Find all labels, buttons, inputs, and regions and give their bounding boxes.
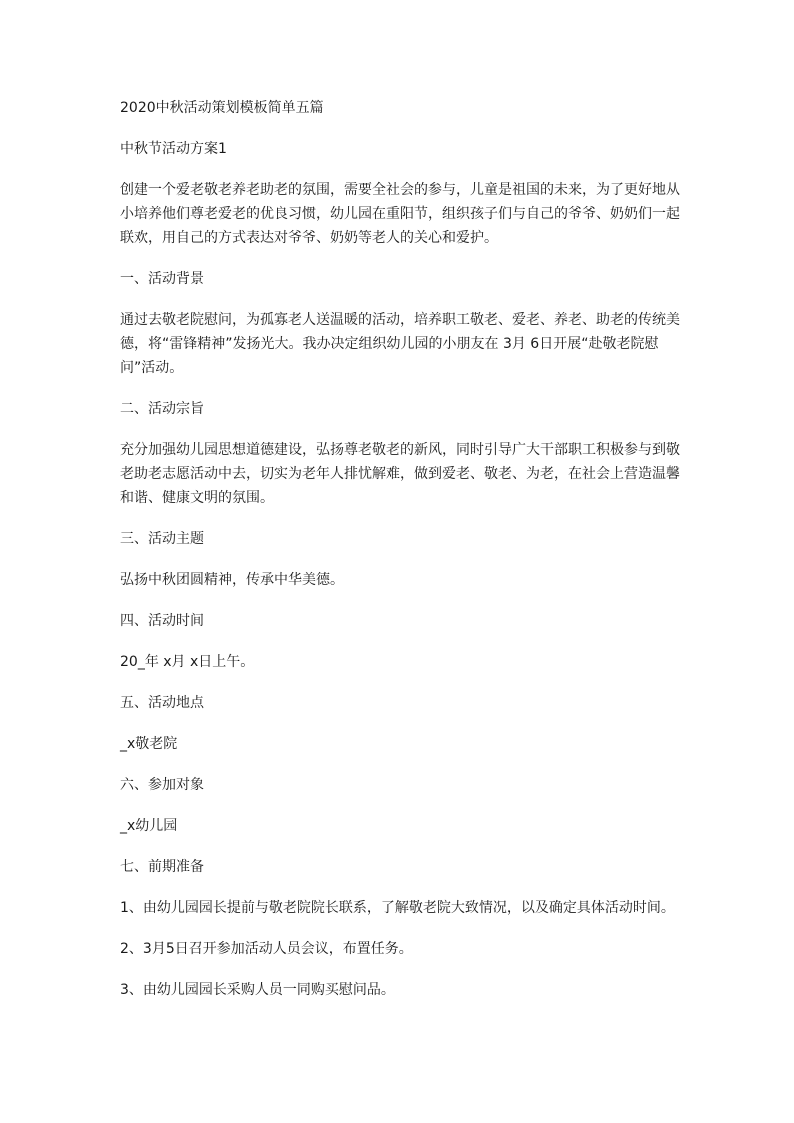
purpose-line: 充分加强幼儿园思想道德建设，弘扬尊老敬老的新风，同时引导广大干部职工积极参与到敬	[120, 442, 680, 458]
background-line: 问”活动。	[120, 360, 184, 376]
time-text: 20_年 x月 x日上午。	[120, 654, 255, 670]
section-heading-background: 一、活动背景	[120, 271, 204, 287]
document-title: 2020中秋活动策划模板简单五篇	[120, 100, 324, 116]
section-heading-time: 四、活动时间	[120, 613, 204, 629]
purpose-line: 和谐、健康文明的氛围。	[120, 490, 274, 506]
intro-line: 创建一个爱老敬老养老助老的氛围，需要全社会的参与，儿童是祖国的未来，为了更好地从	[120, 182, 680, 198]
participants-text: _x幼儿园	[120, 818, 178, 834]
background-paragraph	[120, 308, 680, 380]
plan-subtitle: 中秋节活动方案1	[120, 141, 227, 157]
theme-text: 弘扬中秋团圆精神，传承中华美德。	[120, 572, 344, 588]
section-heading-preparation: 七、前期准备	[120, 859, 204, 875]
location-text: _x敬老院	[120, 736, 178, 752]
intro-line: 小培养他们尊老爱老的优良习惯，幼儿园在重阳节，组织孩子们与自己的爷爷、奶奶们一起	[120, 206, 680, 222]
preparation-item: 1、由幼儿园园长提前与敬老院院长联系，了解敬老院大致情况，以及确定具体活动时间。	[120, 900, 675, 916]
section-heading-location: 五、活动地点	[120, 695, 204, 711]
section-heading-purpose: 二、活动宗旨	[120, 401, 204, 417]
intro-paragraph	[120, 178, 680, 250]
section-heading-theme: 三、活动主题	[120, 531, 204, 547]
background-line: 通过去敬老院慰问，为孤寡老人送温暖的活动，培养职工敬老、爱老、养老、助老的传统美	[120, 312, 680, 328]
document-page	[120, 96, 680, 1002]
preparation-item: 3、由幼儿园园长采购人员一同购买慰问品。	[120, 982, 395, 998]
section-heading-participants: 六、参加对象	[120, 777, 204, 793]
intro-line: 联欢，用自己的方式表达对爷爷、奶奶等老人的关心和爱护。	[120, 230, 498, 246]
preparation-item: 2、3月5日召开参加活动人员会议，布置任务。	[120, 941, 413, 957]
purpose-paragraph	[120, 438, 680, 510]
background-line: 德，将“雷锋精神”发扬光大。我办决定组织幼儿园的小朋友在 3月 6日开展“赴敬老院慰	[120, 336, 659, 352]
purpose-line: 老助老志愿活动中去，切实为老年人排忧解难，做到爱老、敬老、为老，在社会上营造温馨	[120, 466, 680, 482]
